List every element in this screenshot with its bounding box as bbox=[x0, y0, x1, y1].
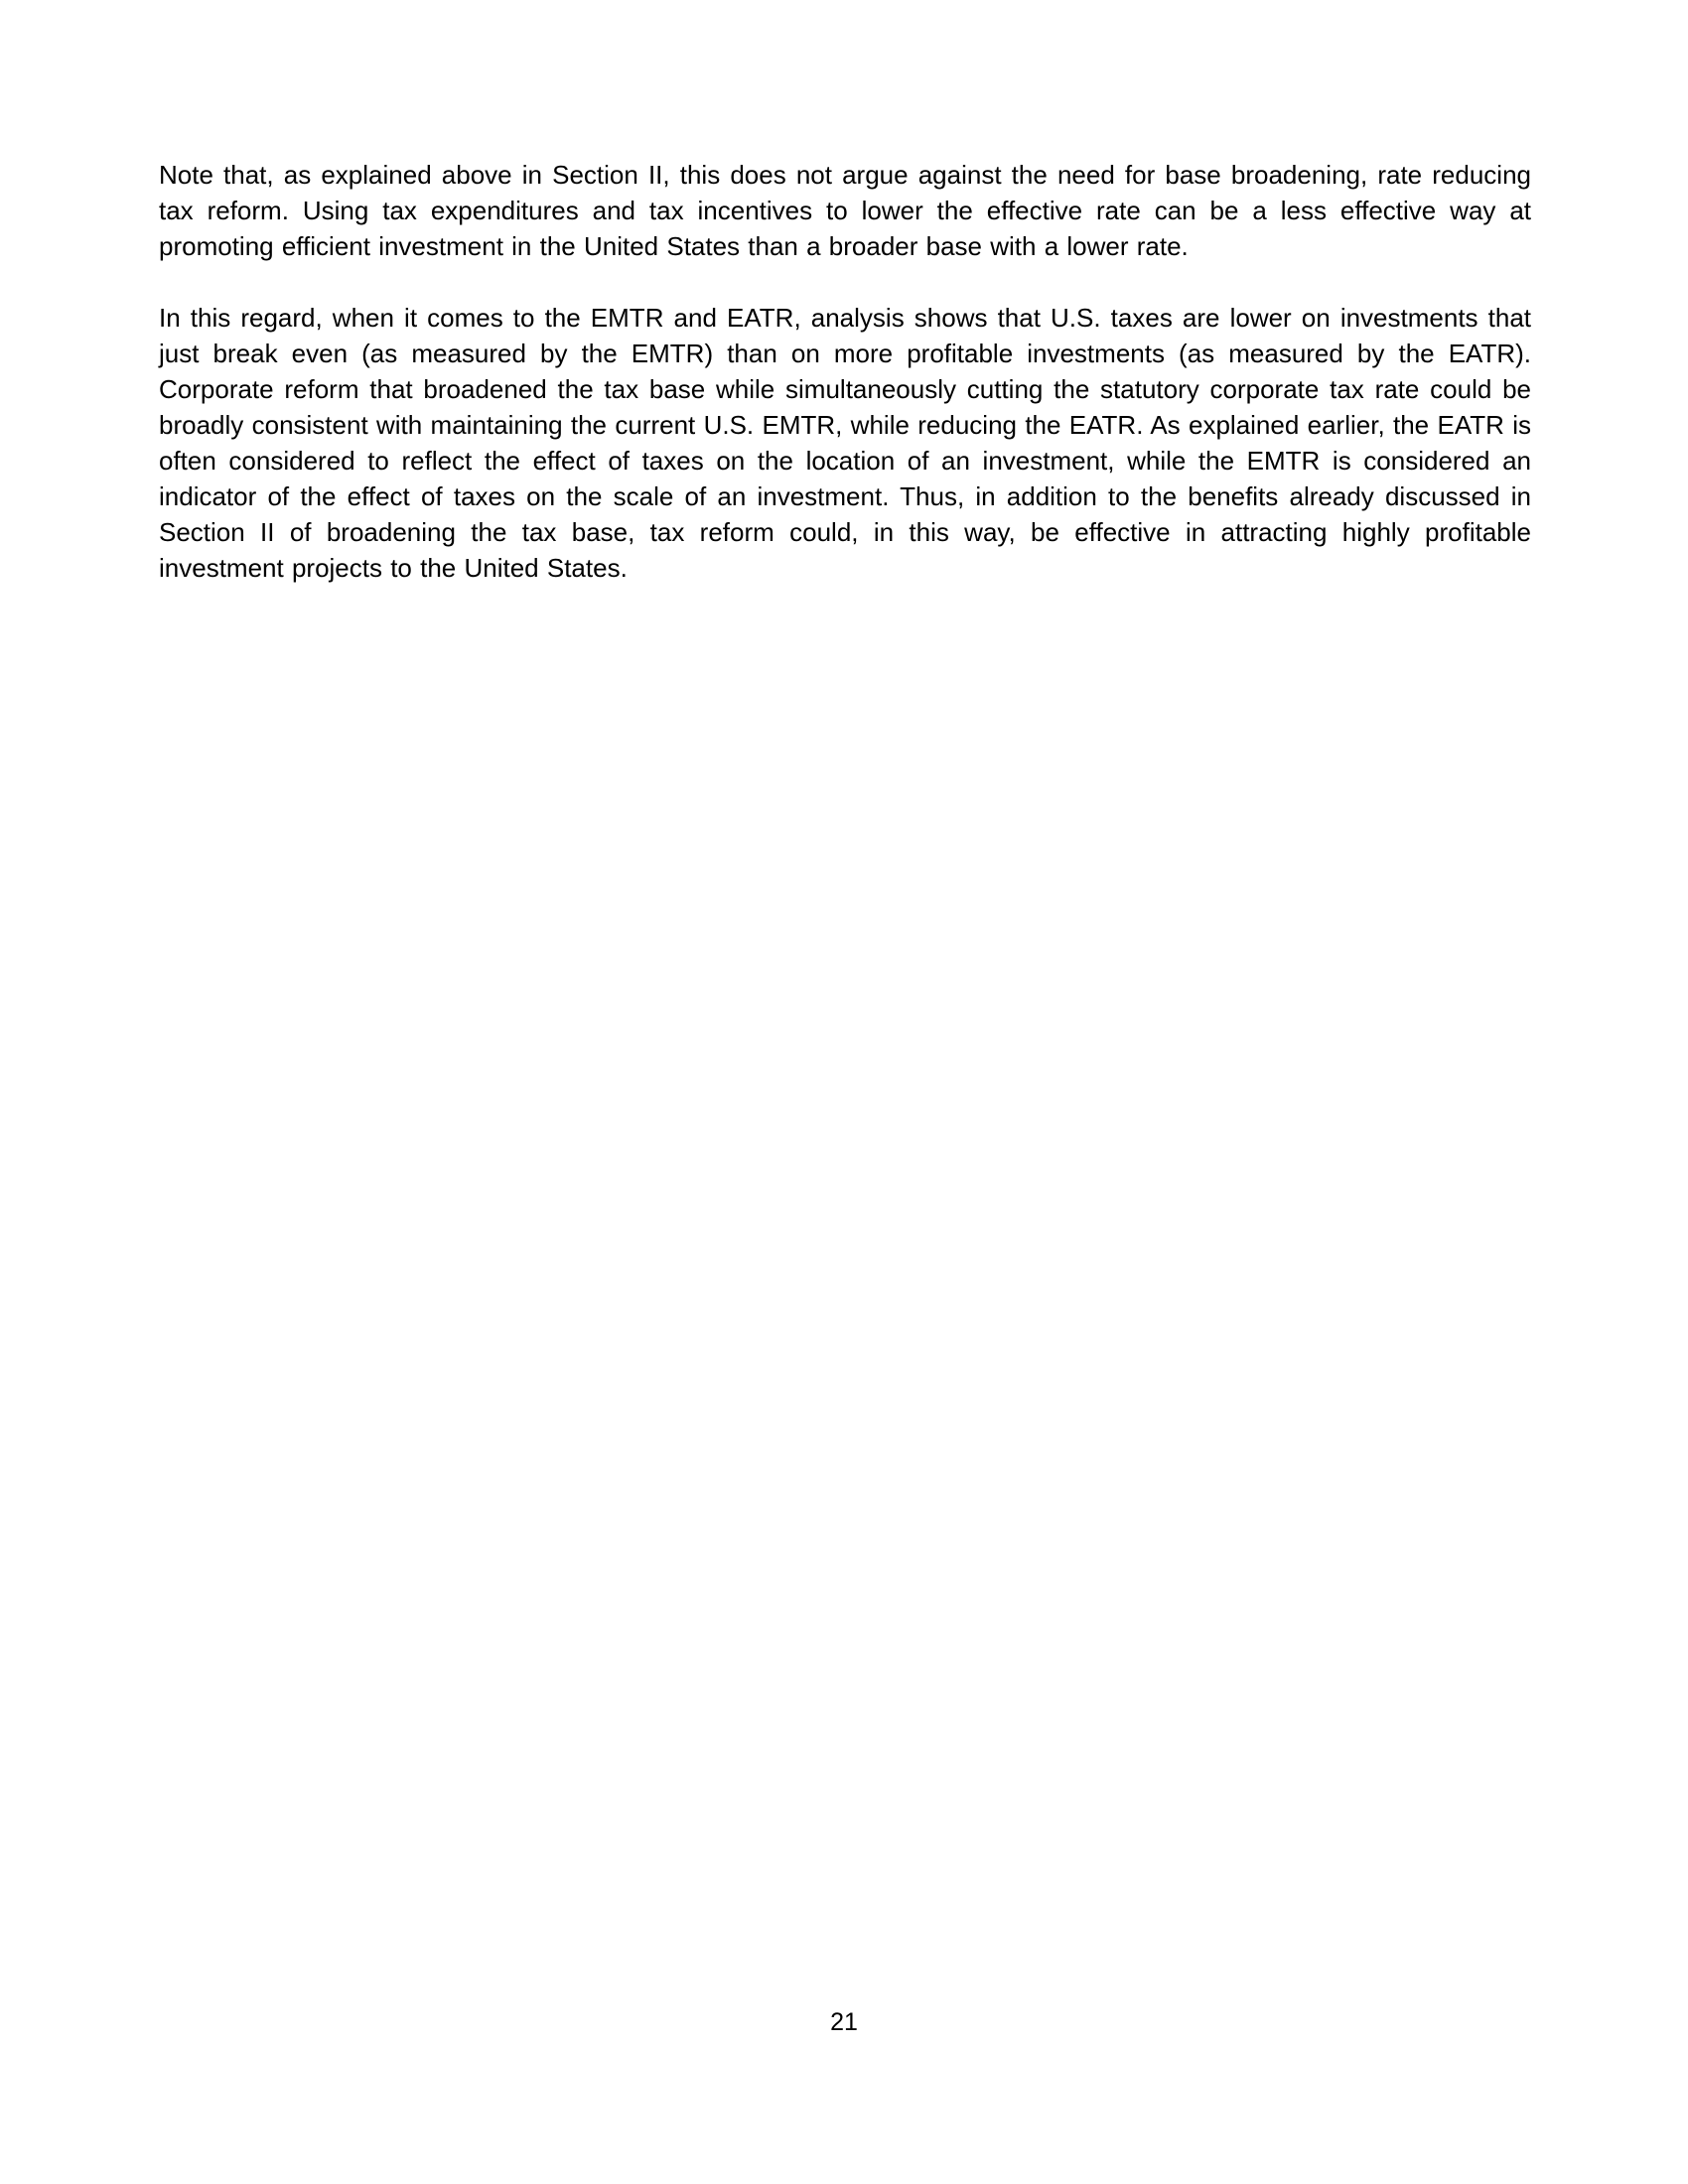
page-number: 21 bbox=[830, 2008, 858, 2036]
document-body bbox=[159, 157, 1531, 621]
paragraph-2: In this regard, when it comes to the EMTR and EATR, analysis shows that U.S. taxes are lower on investments that just break even (as measured by the EMTR) than on more profitable investments (as measured by the EATR). Corporate reform that broadened the tax base while simultaneously cutting the statutory corporate tax rate could be broadly consistent with maintaining the current U.S. EMTR, while reducing the EATR. As explained earlier, the EATR is often considered to reflect the effect of taxes on the location of an investment, while the EMTR is considered an indicator of the effect of taxes on the scale of an investment. Thus, in addition to the benefits already discussed in Section II of broadening the tax base, tax reform could, in this way, be effective in attracting highly profitable investment projects to the United States. bbox=[159, 303, 1531, 583]
paragraph-1: Note that, as explained above in Section II, this does not argue against the need for base broadening, rate reducing tax reform. Using tax expenditures and tax incentives to lower the effective rate can be a less effective way at promoting efficient investment in the United States than a broader base with a lower rate. bbox=[159, 160, 1531, 261]
page-footer bbox=[0, 2007, 1688, 2037]
